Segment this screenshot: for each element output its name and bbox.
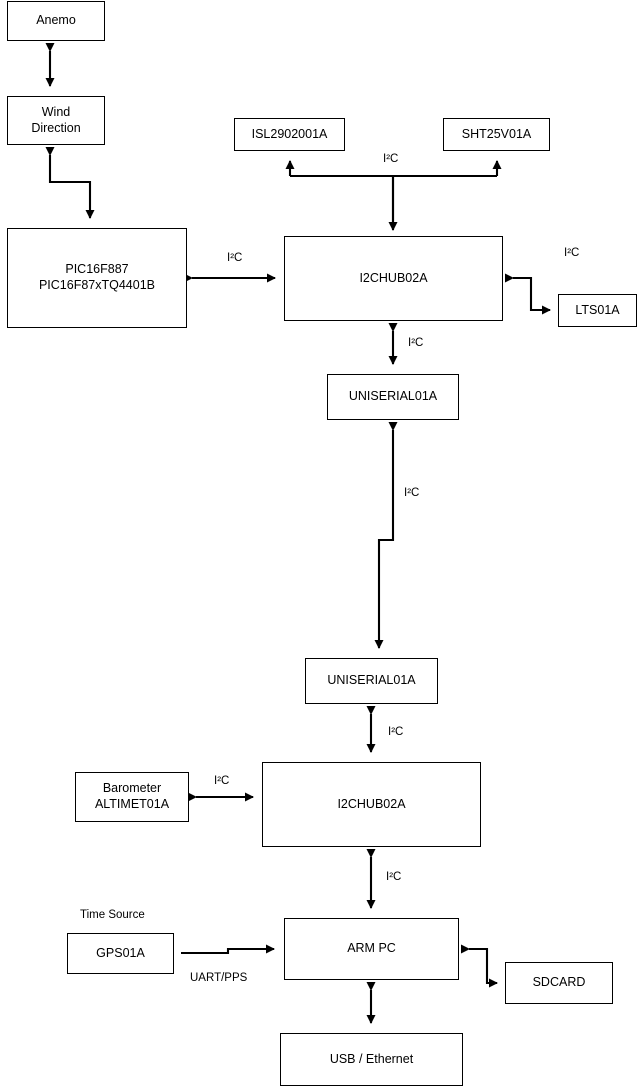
node-pic-microcontroller[interactable]: PIC16F887 PIC16F87xTQ4401B — [7, 228, 187, 328]
edge-label-i2c-uniserial-top: I²C — [408, 337, 424, 349]
edge-label-i2c-lts: I²C — [564, 247, 580, 259]
node-sdcard[interactable]: SDCARD — [505, 962, 613, 1004]
edge-label-i2c-pic: I²C — [227, 252, 243, 264]
node-sht25v01a[interactable]: SHT25V01A — [443, 118, 550, 151]
node-anemo[interactable]: Anemo — [7, 1, 105, 41]
edge-label-i2c-arm-pc: I²C — [386, 871, 402, 883]
edge-label-i2c-top-bus: I²C — [383, 153, 399, 165]
node-barometer-altimet01a[interactable]: Barometer ALTIMET01A — [75, 772, 189, 822]
edge-label-i2c-uniserial-bottom: I²C — [388, 726, 404, 738]
node-i2chub02a-bottom[interactable]: I2CHUB02A — [262, 762, 481, 847]
edge-label-i2c-long-run: I²C — [404, 487, 420, 499]
node-uniserial01a-bottom[interactable]: UNISERIAL01A — [305, 658, 438, 704]
node-arm-pc[interactable]: ARM PC — [284, 918, 459, 980]
node-isl2902001a[interactable]: ISL2902001A — [234, 118, 345, 151]
edge-label-uart-pps: UART/PPS — [190, 972, 248, 984]
edge-label-i2c-barometer: I²C — [214, 775, 230, 787]
node-wind-direction[interactable]: Wind Direction — [7, 96, 105, 145]
node-gps01a[interactable]: GPS01A — [67, 933, 174, 974]
node-lts01a[interactable]: LTS01A — [558, 294, 637, 327]
node-uniserial01a-top[interactable]: UNISERIAL01A — [327, 374, 459, 420]
node-i2chub02a-top[interactable]: I2CHUB02A — [284, 236, 503, 321]
node-usb-ethernet[interactable]: USB / Ethernet — [280, 1033, 463, 1086]
label-time-source: Time Source — [80, 909, 145, 921]
